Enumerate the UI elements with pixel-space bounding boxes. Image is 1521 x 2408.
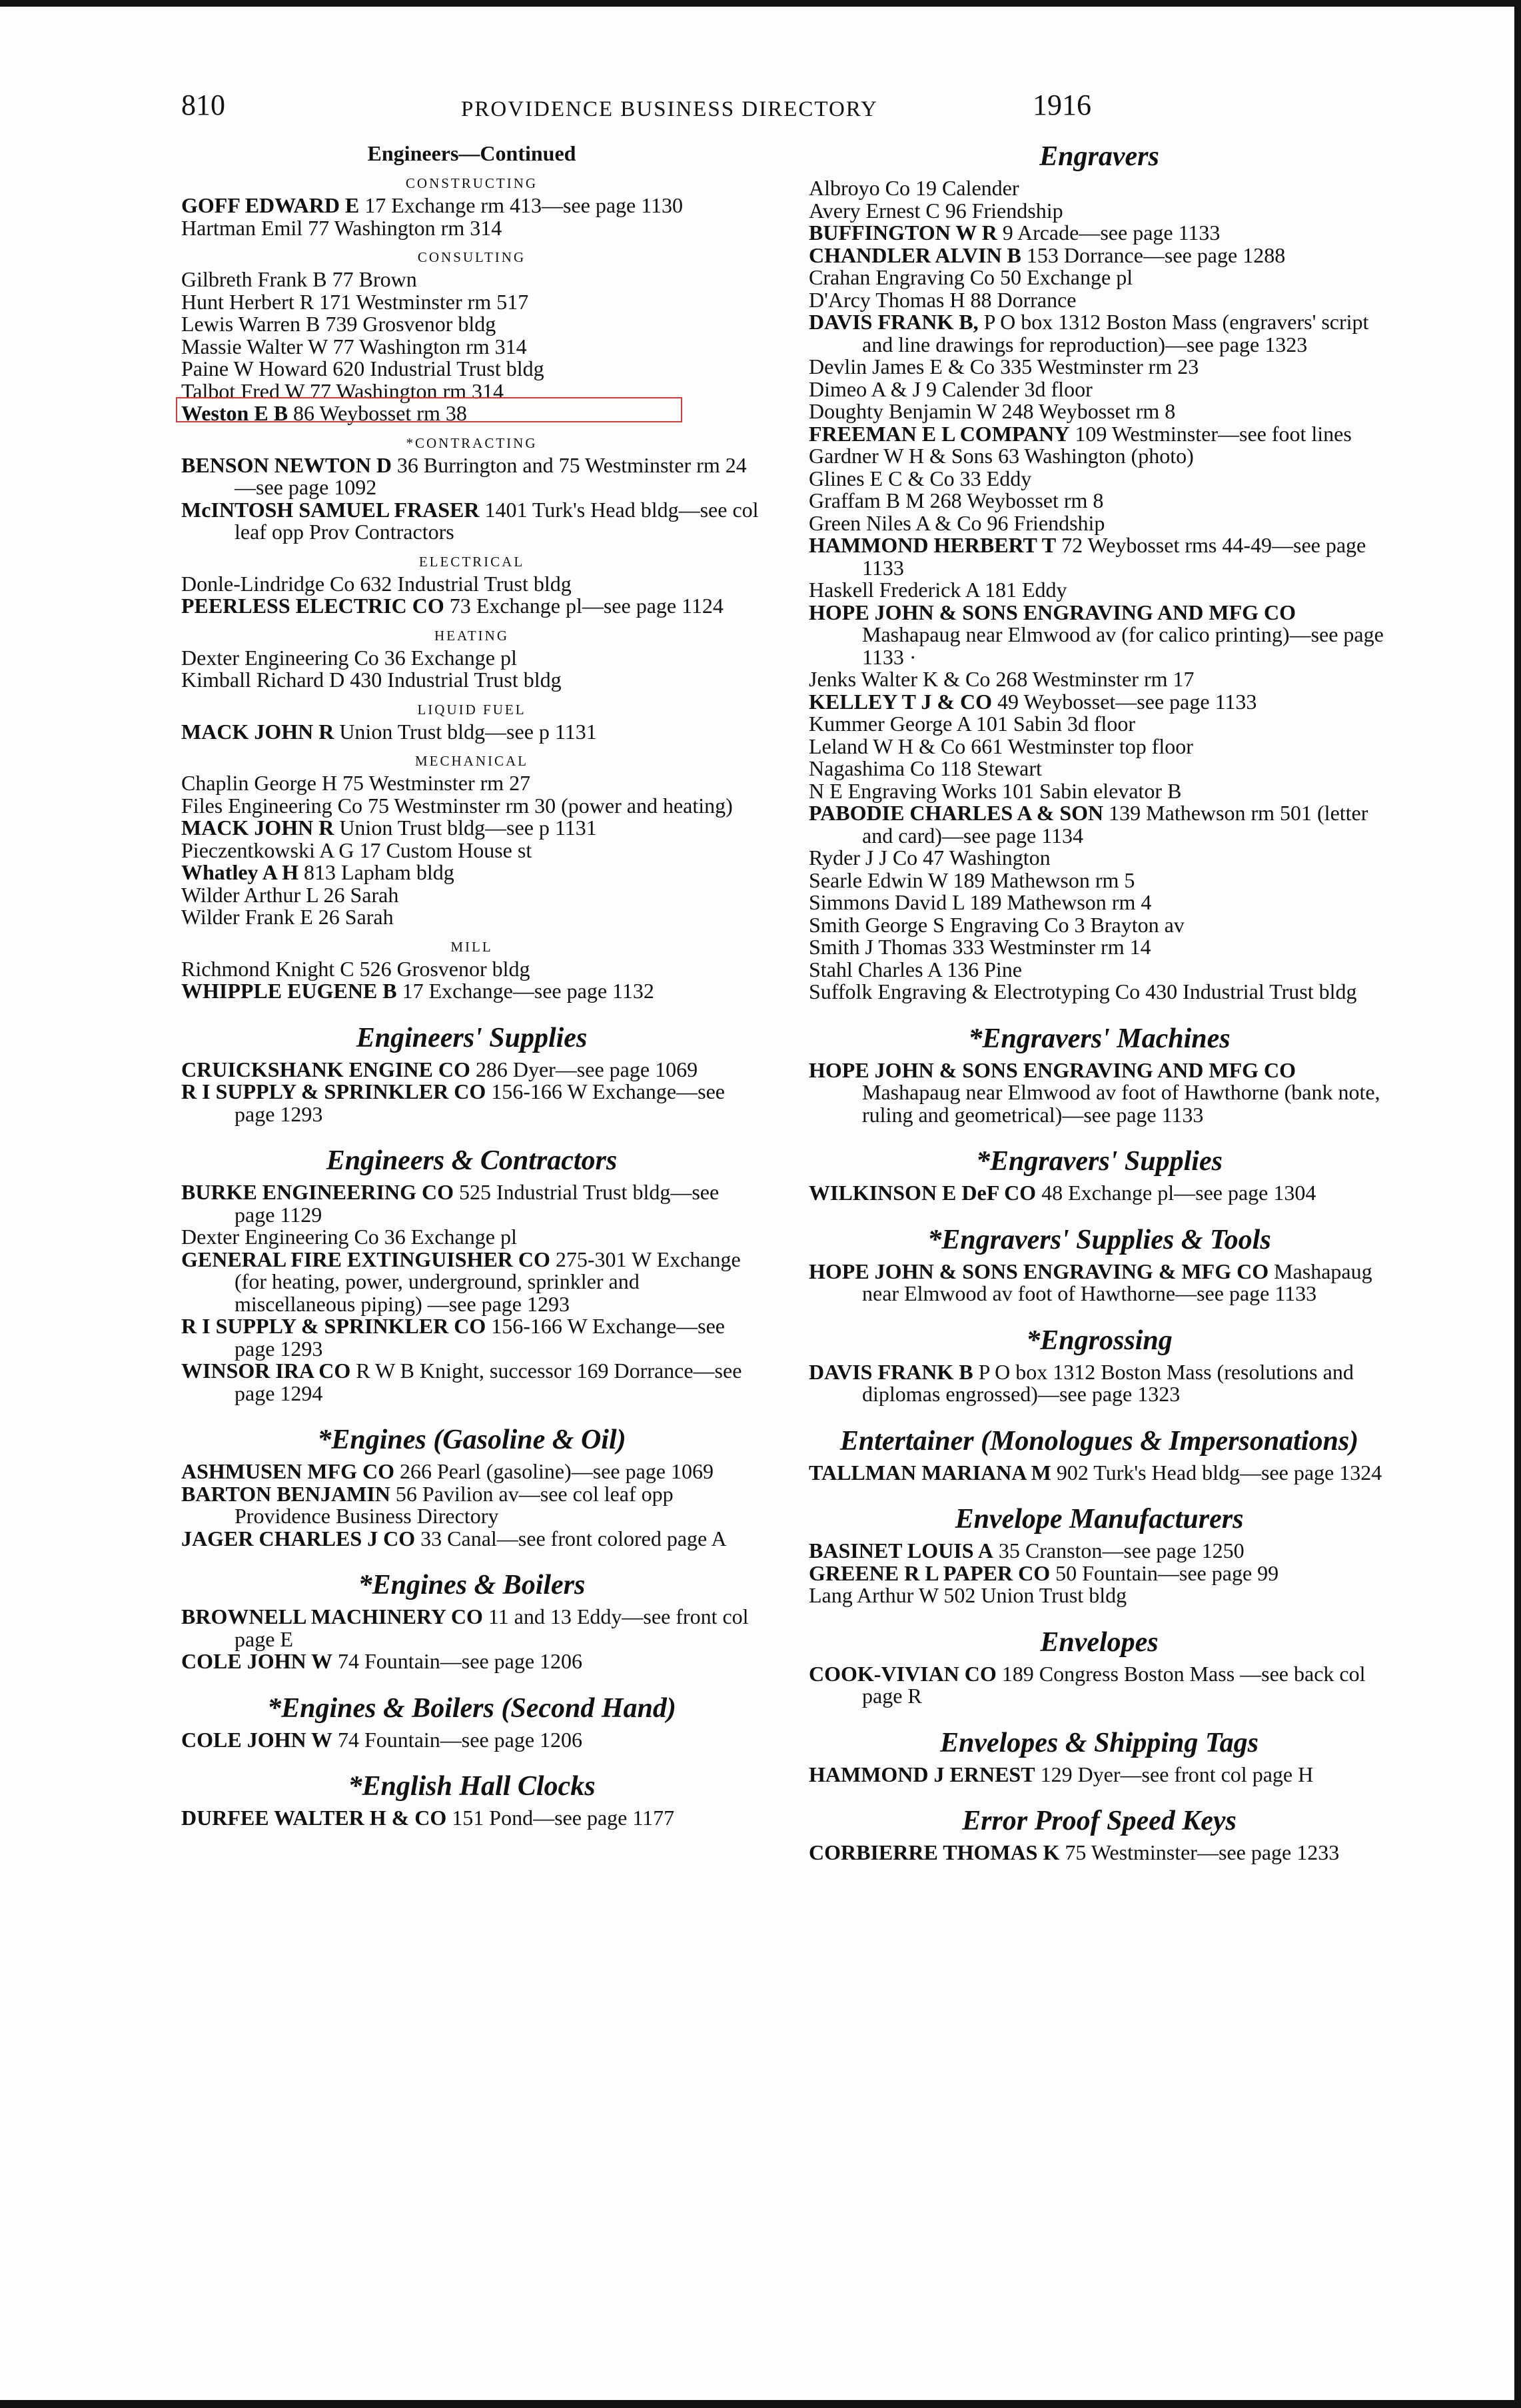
scan-edge-bottom <box>0 2400 1514 2408</box>
directory-entry <box>181 980 762 1003</box>
entry-name: Hunt Herbert R <box>181 289 314 314</box>
entry-details: 266 Pearl (gasoline)—see page 1069 <box>400 1459 714 1483</box>
directory-entry <box>809 1361 1390 1406</box>
entry-name: Green Niles A & Co <box>809 510 982 535</box>
directory-entry <box>809 245 1390 267</box>
directory-entry <box>809 870 1390 892</box>
directory-entry <box>181 291 762 314</box>
directory-entry <box>809 1842 1390 1864</box>
entry-details: 525 Industrial Trust bldg—see page 1129 <box>235 1180 720 1227</box>
category-heading: *Engravers' Supplies <box>976 1146 1223 1177</box>
entry-name: Graffam B M <box>809 488 925 512</box>
entry-details: 74 Fountain—see page 1206 <box>338 1649 583 1673</box>
entry-name: Paine W Howard <box>181 356 328 380</box>
directory-entry <box>181 313 762 336</box>
scan-edge-top <box>0 0 1514 7</box>
category-heading: Envelope Manufacturers <box>955 1504 1244 1534</box>
entry-name: Suffolk Engraving & Electrotyping Co <box>809 979 1141 1003</box>
entry-name: Dexter Engineering Co <box>181 645 379 670</box>
entry-details: 189 Mathewson rm 5 <box>953 868 1135 892</box>
entry-details: Union Trust bldg—see p 1131 <box>339 816 597 840</box>
category-heading: *Engravers' Supplies & Tools <box>927 1224 1271 1255</box>
entry-details: 813 Lapham bldg <box>304 860 454 884</box>
entry-name: PEERLESS ELECTRIC CO <box>181 594 444 618</box>
category-heading: Entertainer (Monologues & Impersonations) <box>839 1425 1359 1457</box>
entry-name: Richmond Knight C <box>181 956 354 981</box>
right-column <box>809 141 1390 1864</box>
entry-name: Donle-Lindridge Co <box>181 571 355 596</box>
entry-details: 101 Sabin elevator B <box>1002 778 1182 803</box>
subsection-heading: ELECTRICAL <box>418 553 525 570</box>
category-heading: *Engines & Boilers <box>358 1570 586 1600</box>
directory-entry <box>181 269 762 291</box>
entry-details: 156-166 W Exchange—see page 1293 <box>235 1079 725 1126</box>
entry-name: COLE JOHN W <box>181 1649 332 1673</box>
subsection-heading: MILL <box>450 938 493 955</box>
entry-details: 101 Sabin 3d floor <box>975 712 1136 736</box>
category-heading: Error Proof Speed Keys <box>962 1806 1237 1836</box>
directory-entry <box>809 468 1390 490</box>
entry-details: 48 Exchange pl—see page 1304 <box>1041 1181 1316 1205</box>
directory-entry <box>181 1226 762 1249</box>
entry-details: 17 Exchange—see page 1132 <box>402 979 654 1003</box>
directory-entry <box>809 758 1390 780</box>
category-heading: Envelopes <box>1040 1626 1159 1658</box>
entry-name: BASINET LOUIS A <box>809 1538 993 1562</box>
entry-details: 19 Calender <box>915 176 1019 200</box>
entry-name: GOFF EDWARD E <box>181 193 360 217</box>
entry-name: DURFEE WALTER H & CO <box>181 1806 447 1830</box>
entry-details: 333 Westminster rm 14 <box>952 935 1151 959</box>
entry-name: BURKE ENGINEERING CO <box>181 1180 454 1204</box>
directory-entry <box>181 336 762 358</box>
directory-entry <box>181 454 762 499</box>
subsection-heading: CONSTRUCTING <box>405 175 538 191</box>
entry-name: FREEMAN E L COMPANY <box>809 421 1070 446</box>
entry-details: 526 Grosvenor bldg <box>359 956 530 981</box>
entry-details: 286 Dyer—see page 1069 <box>475 1057 698 1081</box>
directory-entry <box>809 1182 1390 1205</box>
directory-entry <box>809 959 1390 981</box>
entry-name: Whatley A H <box>181 860 299 884</box>
entry-name: Avery Ernest C <box>809 198 940 223</box>
entry-name: DAVIS FRANK B <box>809 1359 973 1384</box>
entry-name: Simmons David L <box>809 890 965 914</box>
entry-details: 36 Burrington and 75 Westminster rm 24—see page 1092 <box>235 452 747 499</box>
category-heading: Engineers' Supplies <box>356 1022 588 1053</box>
directory-entry <box>809 1764 1390 1786</box>
entry-name: Kimball Richard D <box>181 668 345 692</box>
entry-name: Weston E B <box>181 401 288 425</box>
entry-name: GREENE R L PAPER CO <box>809 1560 1051 1585</box>
directory-entry <box>809 400 1390 423</box>
category-heading: Engineers & Contractors <box>326 1145 618 1176</box>
entry-details: 11 and 13 Eddy—see front col page E <box>235 1604 749 1651</box>
entry-name: Devlin James E & Co <box>809 354 995 378</box>
directory-entry <box>809 668 1390 691</box>
entry-details: 171 Westminster rm 517 <box>319 289 529 314</box>
entry-name: D'Arcy Thomas H <box>809 287 965 312</box>
directory-entry <box>181 1081 762 1125</box>
entry-name: WINSOR IRA CO <box>181 1359 351 1383</box>
entry-name: GENERAL FIRE EXTINGUISHER CO <box>181 1247 550 1271</box>
directory-entry <box>809 1584 1390 1607</box>
entry-name: Smith George S Engraving Co <box>809 912 1069 937</box>
directory-entry <box>809 222 1390 245</box>
entry-details: Mashapaug near Elmwood av foot of Hawthorne (bank note, ruling and geometrical)—see page 1133 <box>862 1080 1380 1127</box>
entry-name: Gardner W H & Sons <box>809 444 993 468</box>
entry-name: HAMMOND HERBERT T <box>809 533 1057 557</box>
entry-details: 26 Sarah <box>323 882 399 907</box>
entry-details: 75 Westminster rm 30 (power and heating) <box>367 793 733 818</box>
entry-name: Massie Walter W <box>181 334 328 358</box>
directory-entry <box>181 1483 762 1528</box>
entry-details: 632 Industrial Trust bldg <box>360 571 572 596</box>
directory-entry <box>809 289 1390 312</box>
entry-details: P O box 1312 Boston Mass (resolutions and diplomas engrossed)—see page 1323 <box>862 1359 1354 1406</box>
entry-details: 156-166 W Exchange—see page 1293 <box>235 1314 725 1361</box>
directory-entry <box>809 1059 1390 1127</box>
entry-name: Hartman Emil <box>181 215 303 240</box>
entry-details: 33 Eddy <box>959 466 1032 490</box>
directory-entry <box>809 200 1390 223</box>
directory-entry <box>809 936 1390 959</box>
entry-name: Doughty Benjamin W <box>809 399 997 423</box>
entry-name: HOPE JOHN & SONS ENGRAVING & MFG CO <box>809 1259 1269 1283</box>
directory-entry <box>809 356 1390 378</box>
entry-name: WHIPPLE EUGENE B <box>181 979 397 1003</box>
entry-details: 661 Westminster top floor <box>971 734 1193 758</box>
directory-entry <box>181 195 762 217</box>
category-heading: Envelopes & Shipping Tags <box>939 1727 1259 1758</box>
entry-name: Haskell Frederick A <box>809 578 979 602</box>
directory-entry <box>181 1650 762 1673</box>
entry-details: 620 Industrial Trust bldg <box>332 356 544 380</box>
directory-entry <box>181 358 762 380</box>
directory-entry <box>181 862 762 884</box>
entry-details: 17 Custom House st <box>359 838 532 862</box>
entry-name: PABODIE CHARLES A & SON <box>809 801 1104 825</box>
entry-name: BARTON BENJAMIN <box>181 1481 390 1506</box>
directory-entry <box>181 1181 762 1226</box>
entry-name: R I SUPPLY & SPRINKLER CO <box>181 1314 486 1338</box>
entry-name: Ryder J J Co <box>809 846 918 870</box>
entry-name: Wilder Arthur L <box>181 882 318 907</box>
entry-details: 902 Turk's Head bldg—see page 1324 <box>1056 1460 1382 1485</box>
entry-details: 35 Cranston—see page 1250 <box>998 1538 1245 1562</box>
entry-details: 75 Westminster rm 27 <box>342 771 531 795</box>
entry-details: 77 Washington rm 314 <box>308 215 502 240</box>
directory-entry <box>809 1562 1390 1585</box>
entry-name: HOPE JOHN & SONS ENGRAVING AND MFG CO <box>809 1057 1296 1082</box>
directory-entry <box>809 177 1390 200</box>
page-number: 810 <box>181 89 225 121</box>
entry-details: 26 Sarah <box>318 905 394 929</box>
entry-details: 139 Mathewson rm 501 (letter and card)—see page 1134 <box>862 801 1368 848</box>
category-heading: *Engines & Boilers (Second Hand) <box>267 1692 676 1724</box>
entry-details: 9 Arcade—see page 1133 <box>1002 221 1221 245</box>
subsection-heading: *CONTRACTING <box>406 434 538 451</box>
entry-details: 109 Westminster—see foot lines <box>1075 421 1352 446</box>
entry-name: Chaplin George H <box>181 771 338 795</box>
directory-entry <box>181 217 762 240</box>
entry-name: CORBIERRE THOMAS K <box>809 1840 1060 1864</box>
entry-details: 1401 Turk's Head bldg—see col leaf opp Prov Contractors <box>235 497 759 544</box>
entry-name: N E Engraving Works <box>809 778 997 803</box>
directory-entry <box>809 267 1390 289</box>
directory-entry <box>809 423 1390 446</box>
directory-entry <box>809 780 1390 803</box>
entry-name: Leland W H & Co <box>809 734 966 758</box>
entry-details: 47 Washington <box>923 846 1051 870</box>
entry-details: 275-301 W Exchange (for heating, power, underground, sprinkler and miscellaneous piping) —see page 1293 <box>235 1247 741 1316</box>
entry-name: DAVIS FRANK B, <box>809 310 979 334</box>
directory-entry <box>181 1249 762 1316</box>
entry-details: 72 Weybosset rms 44-49—see page 1133 <box>862 533 1366 580</box>
entry-name: Pieczentkowski A G <box>181 838 354 862</box>
entry-details: 739 Grosvenor bldg <box>325 312 496 336</box>
directory-entry <box>809 914 1390 937</box>
entry-details: 189 Congress Boston Mass —see back col page R <box>862 1661 1366 1708</box>
entry-details: 335 Westminster rm 23 <box>1000 354 1199 378</box>
entry-name: TALLMAN MARIANA M <box>809 1460 1051 1485</box>
entry-details: 153 Dorrance—see page 1288 <box>1026 243 1286 267</box>
subsection-heading: LIQUID FUEL <box>417 701 526 718</box>
directory-entry <box>809 311 1390 356</box>
directory-entry <box>181 1059 762 1081</box>
directory-entry <box>181 499 762 544</box>
entry-details: 9 Calender 3d floor <box>926 376 1093 401</box>
entry-details: 77 Washington rm 314 <box>310 378 504 403</box>
directory-entry <box>181 817 762 840</box>
entry-details: Union Trust bldg—see p 1131 <box>339 719 597 744</box>
entry-details: 248 Weybosset rm 8 <box>1001 399 1176 423</box>
entry-details: 96 Friendship <box>945 198 1063 223</box>
entry-name: COLE JOHN W <box>181 1727 332 1752</box>
directory-entry <box>809 847 1390 870</box>
entry-details: 86 Weybosset rm 38 <box>293 401 467 425</box>
entry-details: 118 Stewart <box>940 756 1042 780</box>
entry-details: 17 Exchange rm 413—see page 1130 <box>364 193 684 217</box>
entry-details: 502 Union Trust bldg <box>943 1583 1127 1607</box>
directory-entry <box>181 795 762 818</box>
entry-name: Searle Edwin W <box>809 868 948 892</box>
entry-details: Mashapaug near Elmwood av foot of Hawthorne—see page 1133 <box>862 1259 1372 1305</box>
directory-entry <box>809 1462 1390 1485</box>
directory-entry <box>181 573 762 596</box>
category-heading: *English Hall Clocks <box>348 1771 596 1802</box>
entry-name: Glines E C & Co <box>809 466 955 490</box>
directory-entry <box>181 958 762 981</box>
entry-name: MACK JOHN R <box>181 816 334 840</box>
directory-entry <box>181 1360 762 1405</box>
entry-name: Smith J Thomas <box>809 935 947 959</box>
directory-entry <box>809 534 1390 579</box>
subsection-heading: MECHANICAL <box>415 753 528 769</box>
category-heading: Engravers <box>1039 141 1159 172</box>
entry-name: Dimeo A & J <box>809 376 921 401</box>
directory-entry <box>181 721 762 744</box>
directory-entry <box>181 1807 762 1830</box>
entry-name: McINTOSH SAMUEL FRASER <box>181 497 480 522</box>
directory-title: PROVIDENCE BUSINESS DIRECTORY <box>461 97 878 121</box>
directory-entry <box>809 512 1390 535</box>
directory-entry <box>809 1261 1390 1305</box>
entry-details: 56 Pavilion av—see col leaf opp Providence Business Directory <box>235 1481 674 1528</box>
directory-entry <box>809 445 1390 468</box>
entry-name: BENSON NEWTON D <box>181 452 392 477</box>
entry-details: 36 Exchange pl <box>384 1225 517 1249</box>
directory-entry <box>181 647 762 670</box>
entry-name: Lewis Warren B <box>181 312 320 336</box>
entry-name: CHANDLER ALVIN B <box>809 243 1021 267</box>
directory-entry <box>181 1461 762 1483</box>
entry-name: Lang Arthur W <box>809 1583 939 1607</box>
left-column <box>181 141 762 1830</box>
directory-entry <box>181 1528 762 1550</box>
entry-name: Dexter Engineering Co <box>181 1225 379 1249</box>
entry-name: Jenks Walter K & Co <box>809 667 991 691</box>
entry-name: Nagashima Co <box>809 756 935 780</box>
directory-entry <box>181 1606 762 1650</box>
entry-name: Wilder Frank E <box>181 905 313 929</box>
entry-details: 96 Friendship <box>987 510 1105 535</box>
directory-entry <box>181 772 762 795</box>
directory-entry <box>809 691 1390 714</box>
entry-details: P O box 1312 Boston Mass (engravers' script and line drawings for reproduction)—see page 1323 <box>862 310 1369 356</box>
entry-name: HAMMOND J ERNEST <box>809 1762 1035 1786</box>
directory-entry <box>809 378 1390 401</box>
entry-details: 36 Exchange pl <box>384 645 517 670</box>
entry-name: HOPE JOHN & SONS ENGRAVING AND MFG CO <box>809 600 1296 624</box>
directory-entry <box>181 840 762 862</box>
entry-name: BUFFINGTON W R <box>809 221 997 245</box>
entry-name: Gilbreth Frank B <box>181 267 327 291</box>
directory-entry <box>809 892 1390 914</box>
entry-name: Talbot Fred W <box>181 378 304 403</box>
directory-entry <box>809 736 1390 758</box>
entry-name: Files Engineering Co <box>181 793 362 818</box>
entry-details: 77 Brown <box>332 267 417 291</box>
directory-entry <box>181 1729 762 1752</box>
entry-name: ASHMUSEN MFG CO <box>181 1459 394 1483</box>
entry-details: 151 Pond—see page 1177 <box>452 1806 675 1830</box>
directory-entry <box>809 490 1390 512</box>
entry-details: 3 Brayton av <box>1074 912 1185 937</box>
directory-entry <box>809 802 1390 847</box>
entry-details: R W B Knight, successor 169 Dorrance—see page 1294 <box>235 1359 742 1405</box>
entry-details: 268 Westminster rm 17 <box>995 667 1195 691</box>
entry-name: CRUICKSHANK ENGINE CO <box>181 1057 470 1081</box>
directory-entry <box>809 713 1390 736</box>
entry-details: 73 Exchange pl—see page 1124 <box>449 594 724 618</box>
entry-details: 430 Industrial Trust bldg <box>350 668 562 692</box>
entry-details: 75 Westminster—see page 1233 <box>1065 1840 1340 1864</box>
directory-entry <box>809 579 1390 602</box>
category-heading: *Engines (Gasoline & Oil) <box>317 1425 626 1455</box>
entry-details: 49 Weybosset—see page 1133 <box>997 689 1257 714</box>
directory-entry <box>809 1540 1390 1562</box>
entry-name: Stahl Charles A <box>809 957 942 981</box>
directory-entry <box>809 981 1390 1003</box>
directory-year: 1916 <box>1033 89 1091 121</box>
category-heading: *Engrossing <box>1026 1325 1173 1356</box>
category-heading: *Engravers' Machines <box>968 1023 1231 1054</box>
entry-details: 50 Fountain—see page 99 <box>1055 1560 1279 1585</box>
entry-name: Kummer George A <box>809 712 971 736</box>
directory-entry <box>181 595 762 618</box>
entry-details: 129 Dyer—see front col page H <box>1040 1762 1314 1786</box>
entry-details: 77 Washington rm 314 <box>332 334 527 358</box>
directory-entry <box>181 906 762 929</box>
entry-name: Crahan Engraving Co <box>809 265 995 289</box>
entry-details: 136 Pine <box>947 957 1022 981</box>
directory-entry <box>809 1663 1390 1708</box>
entry-name: JAGER CHARLES J CO <box>181 1526 416 1550</box>
directory-entry <box>181 1315 762 1360</box>
entry-details: 268 Weybosset rm 8 <box>929 488 1104 512</box>
entry-name: KELLEY T J & CO <box>809 689 993 714</box>
directory-entry <box>809 602 1390 669</box>
entry-details: 74 Fountain—see page 1206 <box>338 1727 583 1752</box>
entry-details: 181 Eddy <box>984 578 1067 602</box>
entry-name: WILKINSON E DeF CO <box>809 1181 1037 1205</box>
highlight-box <box>176 397 682 422</box>
subsection-heading: CONSULTING <box>417 249 526 265</box>
entry-details: 33 Canal—see front colored page A <box>420 1526 727 1550</box>
entry-name: BROWNELL MACHINERY CO <box>181 1604 483 1628</box>
subsection-heading: HEATING <box>434 627 509 644</box>
entry-details: 189 Mathewson rm 4 <box>969 890 1152 914</box>
entry-details: 88 Dorrance <box>970 287 1077 312</box>
entry-name: MACK JOHN R <box>181 719 334 744</box>
directory-entry <box>181 669 762 692</box>
entry-name: COOK-VIVIAN CO <box>809 1661 997 1686</box>
category-heading: Engineers—Continued <box>367 141 576 165</box>
entry-name: Albroyo Co <box>809 176 910 200</box>
entry-details: 63 Washington (photo) <box>998 444 1194 468</box>
entry-name: R I SUPPLY & SPRINKLER CO <box>181 1079 486 1103</box>
directory-entry <box>181 884 762 907</box>
page-header <box>181 88 1388 128</box>
entry-details: 50 Exchange pl <box>1000 265 1133 289</box>
entry-details: Mashapaug near Elmwood av (for calico printing)—see page 1133 · <box>862 622 1384 669</box>
entry-details: 430 Industrial Trust bldg <box>1145 979 1357 1003</box>
